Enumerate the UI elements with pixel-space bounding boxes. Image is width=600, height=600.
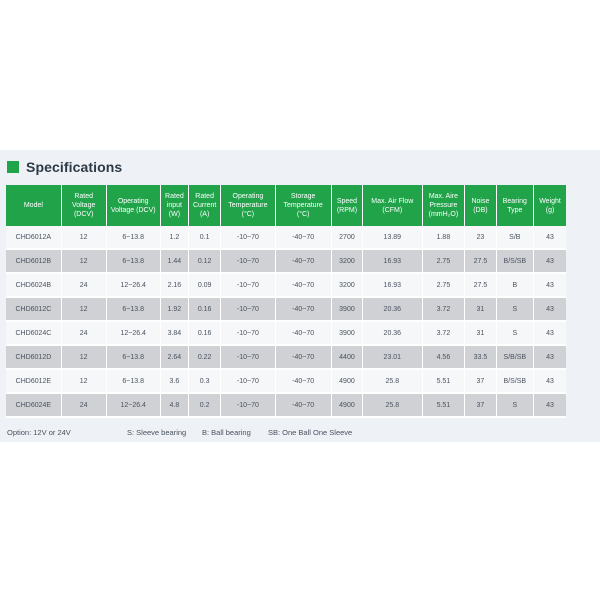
cell-speed: 2700 (331, 226, 362, 249)
cell-max-air-pressure: 2.75 (422, 273, 465, 297)
cell-operating-temp: -10~70 (221, 273, 275, 297)
cell-rated-input: 1.92 (160, 297, 188, 321)
cell-operating-voltage: 6~13.8 (106, 345, 160, 369)
green-square-icon (7, 161, 19, 173)
table-header-row (6, 185, 566, 226)
cell-rated-voltage: 12 (61, 297, 106, 321)
column-header-operating-temp: Operating Temperature (°C) (221, 185, 275, 226)
table-row (6, 369, 566, 393)
cell-operating-temp: -10~70 (221, 345, 275, 369)
cell-max-air-pressure: 3.72 (422, 321, 465, 345)
cell-storage-temp: -40~70 (275, 273, 331, 297)
column-header-model: Model (6, 185, 61, 226)
footnote-option: Option: 12V or 24V (7, 428, 71, 437)
cell-storage-temp: -40~70 (275, 369, 331, 393)
cell-operating-temp: -10~70 (221, 226, 275, 249)
cell-bearing: B/S/SB (496, 369, 534, 393)
cell-rated-current: 0.16 (188, 321, 220, 345)
footnote-sleeve: S: Sleeve bearing (127, 428, 187, 437)
cell-max-air-flow: 20.36 (363, 321, 422, 345)
cell-model: CHD6024C (6, 321, 61, 345)
cell-max-air-flow: 25.8 (363, 393, 422, 417)
cell-storage-temp: -40~70 (275, 321, 331, 345)
cell-max-air-pressure: 5.51 (422, 393, 465, 417)
column-header-max-air-flow: Max. Air Flow (CFM) (363, 185, 422, 226)
cell-rated-current: 0.1 (188, 226, 220, 249)
cell-max-air-flow: 25.8 (363, 369, 422, 393)
cell-bearing: S (496, 393, 534, 417)
cell-max-air-pressure: 3.72 (422, 297, 465, 321)
section-heading (7, 158, 122, 176)
page-title: Specifications (26, 159, 123, 175)
cell-speed: 3200 (331, 249, 362, 273)
cell-speed: 3900 (331, 321, 362, 345)
cell-storage-temp: -40~70 (275, 249, 331, 273)
cell-storage-temp: -40~70 (275, 297, 331, 321)
cell-rated-voltage: 24 (61, 321, 106, 345)
cell-bearing: S/B (496, 226, 534, 249)
cell-rated-input: 2.16 (160, 273, 188, 297)
cell-operating-voltage: 6~13.8 (106, 297, 160, 321)
cell-weight: 43 (534, 273, 566, 297)
cell-model: CHD6012C (6, 297, 61, 321)
cell-max-air-pressure: 4.56 (422, 345, 465, 369)
cell-storage-temp: -40~70 (275, 345, 331, 369)
cell-model: CHD6012A (6, 226, 61, 249)
cell-operating-voltage: 6~13.8 (106, 226, 160, 249)
cell-operating-temp: -10~70 (221, 249, 275, 273)
column-header-operating-voltage: Operating Voltage (DCV) (106, 185, 160, 226)
cell-storage-temp: -40~70 (275, 393, 331, 417)
cell-bearing: S (496, 297, 534, 321)
cell-operating-temp: -10~70 (221, 393, 275, 417)
cell-bearing: S/B/SB (496, 345, 534, 369)
cell-model: CHD6024B (6, 273, 61, 297)
cell-weight: 43 (534, 249, 566, 273)
cell-rated-input: 2.64 (160, 345, 188, 369)
cell-rated-input: 3.84 (160, 321, 188, 345)
cell-noise: 33.5 (465, 345, 496, 369)
cell-model: CHD6012D (6, 345, 61, 369)
cell-weight: 43 (534, 369, 566, 393)
cell-operating-temp: -10~70 (221, 321, 275, 345)
cell-rated-voltage: 24 (61, 393, 106, 417)
column-header-speed: Speed (RPM) (331, 185, 362, 226)
cell-weight: 43 (534, 393, 566, 417)
cell-operating-temp: -10~70 (221, 297, 275, 321)
cell-rated-voltage: 12 (61, 345, 106, 369)
cell-storage-temp: -40~70 (275, 226, 331, 249)
cell-noise: 37 (465, 369, 496, 393)
cell-rated-voltage: 12 (61, 226, 106, 249)
cell-max-air-pressure: 2.75 (422, 249, 465, 273)
column-header-storage-temp: Storage Temperature (°C) (275, 185, 331, 226)
cell-model: CHD6024E (6, 393, 61, 417)
cell-max-air-flow: 13.89 (363, 226, 422, 249)
cell-operating-voltage: 6~13.8 (106, 369, 160, 393)
cell-rated-current: 0.09 (188, 273, 220, 297)
cell-operating-voltage: 12~26.4 (106, 393, 160, 417)
table-row (6, 345, 566, 369)
cell-max-air-flow: 16.93 (363, 273, 422, 297)
cell-rated-current: 0.2 (188, 393, 220, 417)
cell-noise: 31 (465, 297, 496, 321)
column-header-noise: Noise (DB) (465, 185, 496, 226)
cell-weight: 43 (534, 345, 566, 369)
table-row (6, 226, 566, 249)
cell-max-air-flow: 20.36 (363, 297, 422, 321)
column-header-rated-voltage: Rated Voltage (DCV) (61, 185, 106, 226)
cell-rated-voltage: 12 (61, 249, 106, 273)
cell-rated-input: 1.2 (160, 226, 188, 249)
cell-max-air-flow: 23.01 (363, 345, 422, 369)
cell-bearing: S (496, 321, 534, 345)
cell-rated-current: 0.16 (188, 297, 220, 321)
cell-noise: 37 (465, 393, 496, 417)
cell-noise: 27.5 (465, 249, 496, 273)
cell-bearing: B (496, 273, 534, 297)
cell-operating-voltage: 6~13.8 (106, 249, 160, 273)
table-row (6, 321, 566, 345)
cell-speed: 4900 (331, 369, 362, 393)
cell-max-air-pressure: 5.51 (422, 369, 465, 393)
cell-max-air-flow: 16.93 (363, 249, 422, 273)
cell-speed: 3200 (331, 273, 362, 297)
table-row (6, 273, 566, 297)
cell-bearing: B/S/SB (496, 249, 534, 273)
cell-operating-voltage: 12~26.4 (106, 273, 160, 297)
footnote (7, 428, 352, 437)
column-header-rated-current: Rated Current (A) (188, 185, 220, 226)
cell-rated-voltage: 24 (61, 273, 106, 297)
cell-rated-input: 3.6 (160, 369, 188, 393)
column-header-bearing: Bearing Type (496, 185, 534, 226)
cell-speed: 4400 (331, 345, 362, 369)
footnote-one-ball-one-sleeve: SB: One Ball One Sleeve (268, 428, 353, 437)
column-header-rated-input: Rated input (W) (160, 185, 188, 226)
cell-rated-current: 0.3 (188, 369, 220, 393)
cell-rated-voltage: 12 (61, 369, 106, 393)
table-row (6, 393, 566, 417)
table-body (6, 226, 566, 417)
table-row (6, 249, 566, 273)
cell-rated-current: 0.22 (188, 345, 220, 369)
cell-speed: 3900 (331, 297, 362, 321)
column-header-max-air-pressure: Max. Aire Pressure (mmH₂O) (422, 185, 465, 226)
footnote-ball: B: Ball bearing (202, 428, 251, 437)
cell-operating-temp: -10~70 (221, 369, 275, 393)
cell-noise: 23 (465, 226, 496, 249)
column-header-weight: Weight (g) (534, 185, 566, 226)
cell-model: CHD6012B (6, 249, 61, 273)
cell-rated-input: 1.44 (160, 249, 188, 273)
cell-noise: 31 (465, 321, 496, 345)
cell-model: CHD6012E (6, 369, 61, 393)
table-row (6, 297, 566, 321)
cell-rated-input: 4.8 (160, 393, 188, 417)
cell-weight: 43 (534, 321, 566, 345)
cell-weight: 43 (534, 226, 566, 249)
cell-rated-current: 0.12 (188, 249, 220, 273)
cell-operating-voltage: 12~26.4 (106, 321, 160, 345)
cell-weight: 43 (534, 297, 566, 321)
specifications-table (6, 185, 566, 418)
cell-noise: 27.5 (465, 273, 496, 297)
cell-max-air-pressure: 1.88 (422, 226, 465, 249)
cell-speed: 4900 (331, 393, 362, 417)
